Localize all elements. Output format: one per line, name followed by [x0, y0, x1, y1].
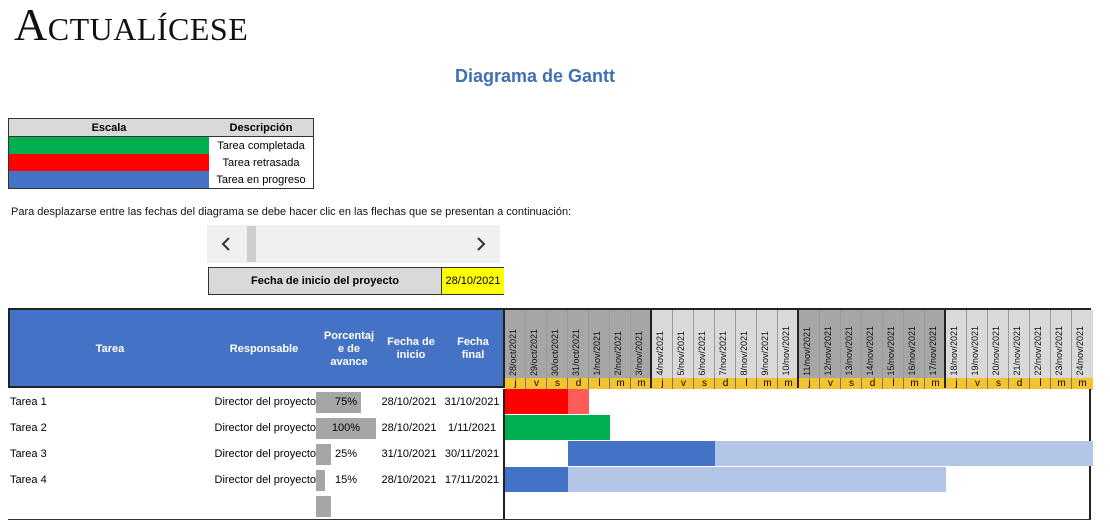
- date-column-header: [589, 310, 610, 378]
- weekday-label: v: [526, 378, 547, 390]
- date-column-header: [883, 310, 904, 378]
- scroll-thumb[interactable]: [247, 226, 256, 262]
- date-column-header: [778, 310, 799, 378]
- date-column-header: [547, 310, 568, 378]
- legend-swatch-in-progress: [9, 171, 210, 189]
- date-column-header: [715, 310, 736, 378]
- day-divider: [546, 310, 547, 378]
- task-start-date: 28/10/2021: [381, 422, 437, 434]
- day-divider: [735, 310, 736, 378]
- table-row[interactable]: [8, 441, 1091, 468]
- task-start-date: [378, 493, 440, 519]
- date-label: 17/nov/2021: [928, 326, 938, 376]
- date-column-header: [631, 310, 652, 378]
- date-label: 7/nov/2021: [718, 331, 728, 376]
- task-name: Tarea 3: [10, 448, 47, 460]
- date-column-header: [904, 310, 925, 378]
- weekday-label: m: [778, 378, 799, 390]
- task-responsible: Director del proyecto: [214, 422, 316, 434]
- task-progress: 15%: [334, 474, 358, 486]
- date-column-header: [568, 310, 589, 378]
- date-label: 18/nov/2021: [949, 326, 959, 376]
- date-label: 19/nov/2021: [970, 326, 980, 376]
- task-end-date: 17/11/2021: [444, 474, 500, 486]
- chevron-left-icon: [220, 237, 232, 251]
- task-name: Tarea 2: [10, 422, 47, 434]
- gantt-bar: [715, 441, 1093, 466]
- task-responsible: [208, 493, 316, 519]
- day-divider: [609, 310, 610, 378]
- week-divider: [650, 310, 652, 388]
- column-header-start-date: Fecha de inicio: [387, 336, 435, 361]
- date-column-header: [967, 310, 988, 378]
- date-label: 4/nov/2021: [655, 331, 665, 376]
- date-label: 6/nov/2021: [697, 331, 707, 376]
- date-label: 22/nov/2021: [1033, 326, 1043, 376]
- legend-swatch-completed: [9, 137, 210, 155]
- date-label: 24/nov/2021: [1075, 326, 1085, 376]
- scroll-left-button[interactable]: [207, 225, 245, 263]
- legend-label-in-progress: Tarea en progreso: [209, 171, 314, 189]
- gantt-date-header: [503, 308, 1091, 388]
- weekday-label: d: [568, 378, 589, 390]
- date-column-header: [652, 310, 673, 378]
- date-column-header: [820, 310, 841, 378]
- gantt-bar: [505, 389, 568, 414]
- weekday-label: m: [904, 378, 925, 390]
- day-divider: [756, 310, 757, 378]
- date-label: 14/nov/2021: [865, 326, 875, 376]
- day-divider: [924, 310, 925, 378]
- day-divider: [903, 310, 904, 378]
- weekday-label: l: [736, 378, 757, 390]
- date-column-header: [757, 310, 778, 378]
- date-column-header: [946, 310, 967, 378]
- weekday-label: m: [925, 378, 946, 390]
- project-start-label: Fecha de inicio del proyecto: [251, 275, 399, 287]
- weekday-label: s: [988, 378, 1009, 390]
- date-label: 13/nov/2021: [844, 326, 854, 376]
- day-divider: [1071, 310, 1072, 378]
- weekday-label: j: [505, 378, 526, 390]
- gantt-bar: [505, 467, 568, 492]
- legend-header-description: Descripción: [209, 119, 314, 137]
- instructions-text: Para desplazarse entre las fechas del diagrama se debe hacer clic en las flechas que se presentan a continuación:: [11, 206, 572, 218]
- scroll-right-button[interactable]: [462, 225, 500, 263]
- date-column-header: [610, 310, 631, 378]
- weekday-label: s: [694, 378, 715, 390]
- column-header-task: Tarea: [95, 342, 125, 355]
- weekday-label: m: [631, 378, 652, 390]
- gantt-row: [503, 467, 1091, 493]
- table-row[interactable]: [8, 467, 1091, 494]
- weekday-label: j: [799, 378, 820, 390]
- day-divider: [567, 310, 568, 378]
- date-column-header: [841, 310, 862, 378]
- date-label: 30/oct/2021: [550, 328, 560, 376]
- date-label: 15/nov/2021: [886, 326, 896, 376]
- date-label: 8/nov/2021: [739, 331, 749, 376]
- date-column-header: [736, 310, 757, 378]
- date-label: 23/nov/2021: [1054, 326, 1064, 376]
- project-start: [208, 267, 504, 295]
- date-label: 29/oct/2021: [529, 328, 539, 376]
- chevron-right-icon: [475, 237, 487, 251]
- date-column-header: [673, 310, 694, 378]
- table-row[interactable]: [8, 389, 1091, 416]
- legend-label-delayed: Tarea retrasada: [209, 154, 314, 171]
- date-label: 2/nov/2021: [613, 331, 623, 376]
- day-divider: [693, 310, 694, 378]
- logo: Actualícese: [14, 0, 249, 50]
- day-divider: [714, 310, 715, 378]
- date-column-header: [1030, 310, 1051, 378]
- task-progress: [316, 493, 376, 519]
- weekday-label: d: [862, 378, 883, 390]
- task-name: Tarea 4: [10, 474, 47, 486]
- column-header-end-date: Fecha final: [457, 336, 489, 361]
- date-label: 21/nov/2021: [1012, 326, 1022, 376]
- day-divider: [819, 310, 820, 378]
- table-row[interactable]: [8, 493, 1091, 520]
- day-divider: [777, 310, 778, 378]
- gantt-row: [503, 493, 1091, 519]
- day-divider: [840, 310, 841, 378]
- task-progress: 25%: [334, 448, 358, 460]
- date-label: 3/nov/2021: [634, 331, 644, 376]
- day-divider: [1029, 310, 1030, 378]
- date-column-header: [925, 310, 946, 378]
- column-header-progress: Porcentaj e de avance: [323, 329, 375, 368]
- date-label: 9/nov/2021: [760, 331, 770, 376]
- weekday-label: l: [589, 378, 610, 390]
- week-divider: [944, 310, 946, 388]
- task-start-date: 28/10/2021: [381, 474, 437, 486]
- date-column-header: [862, 310, 883, 378]
- date-label: 16/nov/2021: [907, 326, 917, 376]
- gantt-row: [503, 441, 1091, 467]
- date-column-header: [1051, 310, 1072, 378]
- weekday-label: d: [1009, 378, 1030, 390]
- gantt-bar: [568, 467, 946, 492]
- weekday-label: l: [1030, 378, 1051, 390]
- task-responsible: Director del proyecto: [214, 448, 316, 460]
- task-progress: 100%: [331, 422, 361, 434]
- page-title: Diagrama de Gantt: [454, 66, 616, 86]
- date-label: 11/nov/2021: [802, 327, 812, 376]
- date-label: 12/nov/2021: [823, 326, 833, 376]
- legend-table: [8, 118, 314, 189]
- task-responsible: Director del proyecto: [214, 474, 316, 486]
- day-divider: [987, 310, 988, 378]
- weekday-label: m: [1051, 378, 1072, 390]
- task-progress: 75%: [334, 396, 358, 408]
- weekday-label: j: [652, 378, 673, 390]
- day-divider: [861, 310, 862, 378]
- gantt-row: [503, 389, 1091, 415]
- task-responsible: Director del proyecto: [214, 396, 316, 408]
- project-start-date-input[interactable]: 28/10/2021: [441, 268, 504, 294]
- date-label: 28/oct/2021: [508, 328, 518, 376]
- date-label: 20/nov/2021: [991, 326, 1001, 376]
- date-column-header: [988, 310, 1009, 378]
- weekday-label: m: [757, 378, 778, 390]
- task-start-date: 31/10/2021: [381, 448, 437, 460]
- weekday-label: s: [841, 378, 862, 390]
- week-divider: [797, 310, 799, 388]
- date-column-header: [1072, 310, 1093, 378]
- legend-label-completed: Tarea completada: [209, 137, 314, 155]
- task-end-date: 31/10/2021: [444, 396, 500, 408]
- date-label: 1/nov/2021: [592, 331, 602, 376]
- date-column-header: [694, 310, 715, 378]
- legend-swatch-delayed: [9, 154, 210, 171]
- date-column-header: [526, 310, 547, 378]
- date-label: 5/nov/2021: [676, 331, 686, 376]
- column-header-responsible: Responsable: [229, 342, 299, 355]
- day-divider: [1008, 310, 1009, 378]
- day-divider: [882, 310, 883, 378]
- day-divider: [630, 310, 631, 378]
- weekday-label: m: [610, 378, 631, 390]
- day-divider: [672, 310, 673, 378]
- weekday-label: v: [967, 378, 988, 390]
- gantt-bar: [568, 389, 589, 414]
- day-divider: [525, 310, 526, 378]
- weekday-label: d: [715, 378, 736, 390]
- date-label: 31/oct/2021: [571, 328, 581, 376]
- day-divider: [1050, 310, 1051, 378]
- weekday-label: v: [673, 378, 694, 390]
- table-row[interactable]: [8, 415, 1091, 442]
- gantt-bar: [568, 441, 715, 466]
- day-divider: [588, 310, 589, 378]
- gantt-bar: [505, 415, 610, 440]
- date-column-header: [505, 310, 526, 378]
- date-column-header: [1009, 310, 1030, 378]
- task-end-date: 1/11/2021: [447, 422, 497, 434]
- task-name: Tarea 1: [10, 396, 47, 408]
- task-start-date: 28/10/2021: [381, 396, 437, 408]
- legend-header-scale: Escala: [9, 119, 210, 137]
- weekday-label: s: [547, 378, 568, 390]
- task-end-date: 30/11/2021: [444, 448, 500, 460]
- weekday-label: m: [1072, 378, 1093, 390]
- date-label: 10/nov/2021: [781, 326, 791, 376]
- table-header: [8, 308, 503, 388]
- date-scrollbar[interactable]: [207, 225, 500, 263]
- task-end-date: [442, 493, 502, 519]
- weekday-label: l: [883, 378, 904, 390]
- gantt-row: [503, 415, 1091, 441]
- date-column-header: [799, 310, 820, 378]
- weekday-label: v: [820, 378, 841, 390]
- day-divider: [966, 310, 967, 378]
- weekday-label: j: [946, 378, 967, 390]
